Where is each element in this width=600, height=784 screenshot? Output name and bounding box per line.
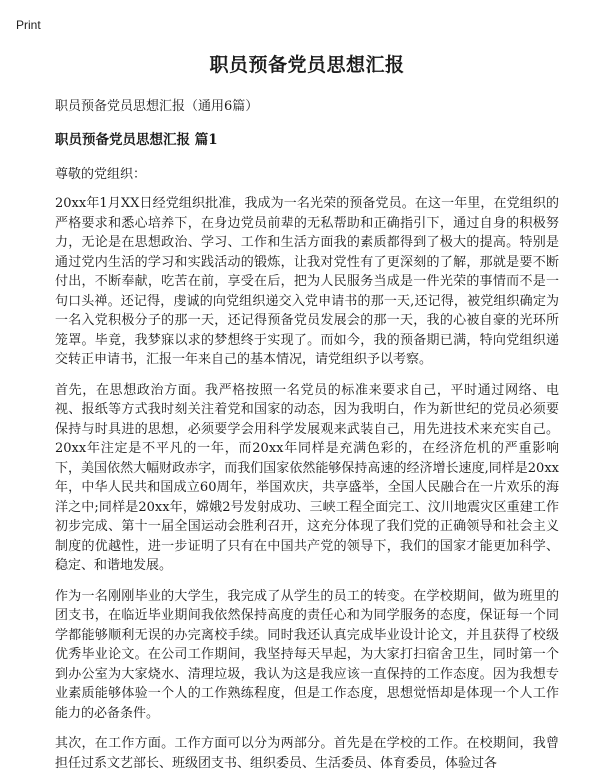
- document-body: [55, 50, 559, 784]
- document-subtitle: 职员预备党员思想汇报（通用6篇）: [55, 99, 259, 114]
- document-title: 职员预备党员思想汇报: [209, 54, 405, 76]
- salutation: 尊敬的党组织：: [55, 167, 147, 182]
- print-link[interactable]: Print: [16, 18, 41, 32]
- paragraph-1: 20xx年1月XX日经党组织批准，我成为一名光荣的预备党员。在这一年里，在党组织的严格要求和悉心培养下，在身边党员前辈的无私帮助和正确指引下，通过自身的积极努力，无论是在思想政治、学习、工作和生活方面我的素质都得到了极大的提高。特别是通过党内生活的学习和实践活动的锻炼，让我对党性有了更深刻的了解，那就是要不断付出，不断奉献，吃苦在前，享受在后，把为人民服务当成是一件光荣的事情而不是一句口头禅。还记得，虔诚的向党组织递交入党申请书的那一天,还记得，被党组织确定为一名入党积极分子的那一天，还记得预备党员发展会的那一天，我的心被自豪的光环所笼罩。毕竟，我梦寐以求的梦想终于实现了。而如今，我的预备期已满，特向党组织递交转正申请书，汇报一年来自己的基本情况，请党组织予以考察。: [55, 196, 559, 367]
- section-heading: 职员预备党员思想汇报 篇1: [55, 132, 218, 148]
- paragraph-4: 其次，在工作方面。工作方面可以分为两部分。首先是在学校的工作。在校期间，我曾担任过系文艺部长、班级团支书、组织委员、生活委员、体育委员，体验过各: [55, 736, 559, 771]
- paragraph-3: 作为一名刚刚毕业的大学生，我完成了从学生的员工的转变。在学校期间，做为班里的团支书，在临近毕业期间我依然保持高度的责任心和为同学服务的态度，保证每一个同学都能够顺利无误的办完离校手续。同时我还认真完成毕业设计论文，并且获得了校级优秀毕业论文。在公司工作期间，我坚持每天早起，为大家打扫宿舍卫生，同时第一个到办公室为大家烧水、清理垃圾，我认为这是我应该一直保持的工作态度。因为我想专业素质能够体验一个人的工作熟练程度，但是工作态度，思想觉悟却是体现一个人工作能力的必备条件。: [55, 588, 559, 721]
- paragraph-2: 首先，在思想政治方面。我严格按照一名党员的标准来要求自己，平时通过网络、电视、报纸等方式我时刻关注着党和国家的动态，因为我明白，作为新世纪的党员必须要保持与时具进的思想，必须要学会用科学发展观来武装自己，用先进技术来充实自己。20xx年注定是不平凡的一年，而20xx年同样是充满色彩的，在经济危机的严重影响下，美国依然大幅财政赤字，而我们国家依然能够保持高速的经济增长速度,同样是20xx年，中华人民共和国成立60周年，举国欢庆，共享盛举，全国人民融合在一片欢乐的海洋之中;同样是20xx年，嫦娥2号发射成功、三峡工程全面完工、汶川地震灾区重建工作初步完成、第十一届全国运动会胜利召开，这充分体现了我们党的正确领导和社会主义制度的优越性，进一步证明了只有在中国共产党的领导下，我们的国家才能更加科学、稳定、和谐地发展。: [55, 382, 559, 573]
